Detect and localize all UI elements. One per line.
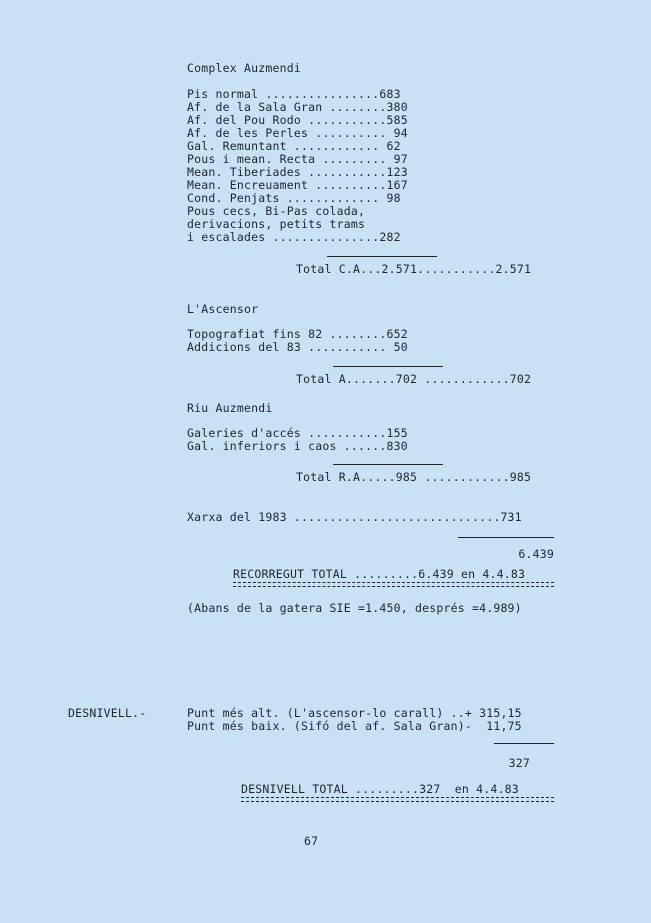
list-item: Pous i mean. Recta ......... 97	[187, 152, 408, 166]
double-underline	[233, 582, 554, 587]
list-item: Cond. Penjats ............. 98	[187, 191, 401, 205]
sum-rule	[458, 537, 554, 538]
list-item: Af. de les Perles .......... 94	[187, 126, 408, 140]
section-title-riu: Riu Auzmendi	[187, 401, 273, 415]
section-title-complex: Complex Auzmendi	[187, 61, 301, 75]
desnivell-label: DESNIVELL.-	[68, 706, 147, 720]
subtotal-rule	[327, 256, 437, 257]
desnivell-rule	[494, 743, 554, 744]
list-item: derivacions, petits trams	[187, 217, 366, 231]
desnivell-line-high: Punt més alt. (L'ascensor-lo carall) ..+ 315,15	[187, 706, 522, 720]
desnivell-total: DESNIVELL TOTAL .........327 en 4.4.83	[241, 782, 519, 796]
list-item: Galeries d'accés ...........155	[187, 426, 408, 440]
list-item: Gal. Remuntant ............ 62	[187, 139, 401, 153]
page-number: 67	[304, 834, 319, 848]
list-item: Topografiat fins 82 ........652	[187, 327, 408, 341]
subtotal-rule	[333, 464, 443, 465]
recorregut-total: RECORREGUT TOTAL .........6.439 en 4.4.83	[233, 567, 526, 581]
subtotal-rule	[333, 366, 443, 367]
section-title-ascensor: L'Ascensor	[187, 302, 259, 316]
subtotal-ascensor: Total A.......702 ............702	[296, 372, 532, 386]
list-item: Pis normal ................683	[187, 87, 401, 101]
grand-sum: 6.439	[518, 547, 554, 561]
abans-note: (Abans de la gatera SIE =1.450, després =4.989)	[187, 601, 522, 615]
subtotal-complex: Total C.A...2.571...........2.571	[296, 262, 532, 276]
list-item: Af. de la Sala Gran ........380	[187, 100, 408, 114]
list-item: Mean. Encreuament ..........167	[187, 178, 408, 192]
xarxa-line: Xarxa del 1983 .............................731	[187, 510, 522, 524]
list-item: Af. del Pou Rodo ...........585	[187, 113, 408, 127]
list-item: Addicions del 83 ........... 50	[187, 340, 408, 354]
list-item: Mean. Tiberiades ...........123	[187, 165, 408, 179]
list-item: Pous cecs, Bi-Pas colada,	[187, 204, 366, 218]
list-item: i escalades ...............282	[187, 230, 401, 244]
desnivell-result: 327	[508, 756, 530, 770]
double-underline	[241, 797, 554, 802]
subtotal-riu: Total R.A.....985 ............985	[296, 470, 532, 484]
list-item: Gal. inferiors i caos ......830	[187, 439, 408, 453]
desnivell-line-low: Punt més baix. (Sifó del af. Sala Gran)- 11,75	[187, 719, 522, 733]
